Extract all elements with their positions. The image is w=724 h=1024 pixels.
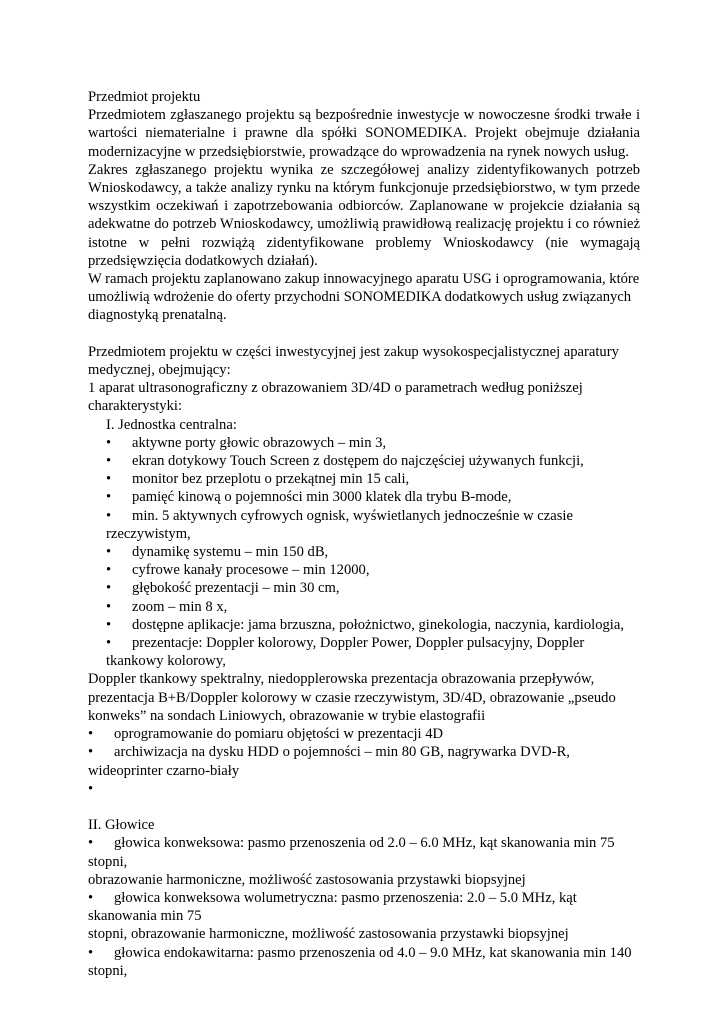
- bullet: •: [106, 544, 112, 561]
- list-item: • oprogramowanie do pomiaru objętości w prezentacji 4D: [88, 726, 444, 743]
- bullet: •: [106, 507, 112, 524]
- scope-paragraph: Zakres zgłaszanego projektu wynika ze szczegółowej analizy zidentyfikowanych potrzeb Wnioskodawcy, a także analizy rynku na którym funkcjonuje przedsiębiorstwo, w tym przede wszystkim oczekiwań i zapotrzebowania odbiorców. Zaplanowane w projekcie działania są adekwatne do potrzeb Wnioskodawcy, umożliwią prawidłową realizację projektu i co również istotne w pełni rozwiążą zidentyfikowane problemy Wnioskodawcy (nie wymagają przedsięwzięcia dodatkowych działań).: [88, 161, 640, 269]
- list-item: • dynamikę systemu – min 150 dB,: [106, 544, 329, 561]
- bullet: •: [106, 489, 112, 506]
- bullet: •: [88, 944, 94, 961]
- list-item: • prezentacje: Doppler kolorowy, Doppler Power, Doppler pulsacyjny, Doppler tkankowy kolorowy,: [106, 635, 585, 670]
- bullet: •: [106, 471, 112, 488]
- bullet: •: [106, 616, 112, 633]
- list-item: • pamięć kinową o pojemności min 3000 klatek dla trybu B-mode,: [106, 489, 512, 506]
- section-heading: Przedmiot projektu: [88, 89, 201, 105]
- list-item: • dostępne aplikacje: jama brzuszna, położnictwo, ginekologia, naczynia, kardiologia,: [106, 616, 624, 633]
- probe-continuation: obrazowanie harmoniczne, możliwość zastosowania przystawki biopsyjnej: [88, 871, 526, 888]
- intro-paragraph: Przedmiotem zgłaszanego projektu są bezpośrednie inwestycje w nowoczesne środki trwałe i wartości niematerialne i prawne dla spółki SONOMEDIKA. Projekt obejmuje działania modernizacyjne w przedsiębiorstwie, prowadzące do wprowadzenia na rynek nowych usług.: [88, 107, 640, 160]
- investment-paragraph: Przedmiotem projektu w części inwestycyjnej jest zakup wysokospecjalistycznej aparatury medycznej, obejmujący:: [88, 343, 619, 379]
- list-item: • głowica endokawitarna: pasmo przenoszenia od 4.0 – 9.0 MHz, kat skanowania min 140 stopni,: [88, 944, 632, 979]
- list-item: • monitor bez przeplotu o przekątnej min 15 cali,: [106, 471, 410, 488]
- central-unit-list: [106, 434, 640, 671]
- bullet: •: [106, 562, 112, 579]
- bullet: •: [88, 726, 94, 743]
- list-item: • aktywne porty głowic obrazowych – min 3,: [106, 434, 387, 451]
- probes-title: II. Głowice: [88, 817, 155, 834]
- document-page: [88, 88, 640, 980]
- spacer: [88, 798, 640, 816]
- probes-list: [88, 834, 640, 870]
- bullet: •: [106, 434, 112, 451]
- list-item: • min. 5 aktywnych cyfrowych ognisk, wyświetlanych jednocześnie w czasie rzeczywistym,: [106, 507, 573, 542]
- device-paragraph: 1 aparat ultrasonograficzny z obrazowaniem 3D/4D o parametrach według poniższej charakterystyki:: [88, 380, 583, 415]
- list-item: • cyfrowe kanały procesowe – min 12000,: [106, 562, 370, 579]
- probes-list: [88, 889, 640, 925]
- bullet: •: [106, 580, 112, 597]
- list-item: • głębokość prezentacji – min 30 cm,: [106, 580, 340, 597]
- list-item: • zoom – min 8 x,: [106, 598, 228, 615]
- bullet: •: [106, 453, 112, 470]
- spacer: [88, 325, 640, 343]
- plan-paragraph: W ramach projektu zaplanowano zakup innowacyjnego aparatu USG i oprogramowania, które umożliwią wdrożenie do oferty przychodni SONOMEDIKA dodatkowych usług związanych diagnostyką prenatalną.: [88, 271, 640, 324]
- probe-continuation: stopni, obrazowanie harmoniczne, możliwość zastosowania przystawki biopsyjnej: [88, 926, 569, 943]
- list-item-empty: [88, 780, 640, 798]
- presentations-continuation: Doppler tkankowy spektralny, niedopplerowska prezentacja obrazowania przepływów, prezentacja B+B/Doppler kolorowy w czasie rzeczywistym, 3D/4D, obrazowanie „pseudo konweks” na sondach Liniowych, obrazowanie w trybie elastografii: [88, 671, 616, 724]
- section-central-unit: [88, 416, 640, 671]
- central-unit-list-extra: [88, 725, 640, 798]
- bullet: •: [88, 744, 94, 761]
- list-item: • głowica konweksowa wolumetryczna: pasmo przenoszenia: 2.0 – 5.0 MHz, kąt skanowania min 75: [88, 889, 577, 925]
- list-item: • ekran dotykowy Touch Screen z dostępem do najczęściej używanych funkcji,: [106, 453, 584, 470]
- bullet: •: [106, 635, 112, 652]
- central-unit-title: I. Jednostka centralna:: [106, 416, 237, 433]
- probes-list: [88, 944, 640, 980]
- bullet: •: [88, 835, 94, 852]
- list-item: • archiwizacja na dysku HDD o pojemności – min 80 GB, nagrywarka DVD-R, wideoprinter czarno-biały: [88, 744, 570, 779]
- bullet: •: [88, 889, 94, 906]
- list-item: • głowica konweksowa: pasmo przenoszenia od 2.0 – 6.0 MHz, kąt skanowania min 75 stopni,: [88, 835, 615, 870]
- bullet: •: [106, 598, 112, 615]
- bullet: •: [88, 780, 94, 797]
